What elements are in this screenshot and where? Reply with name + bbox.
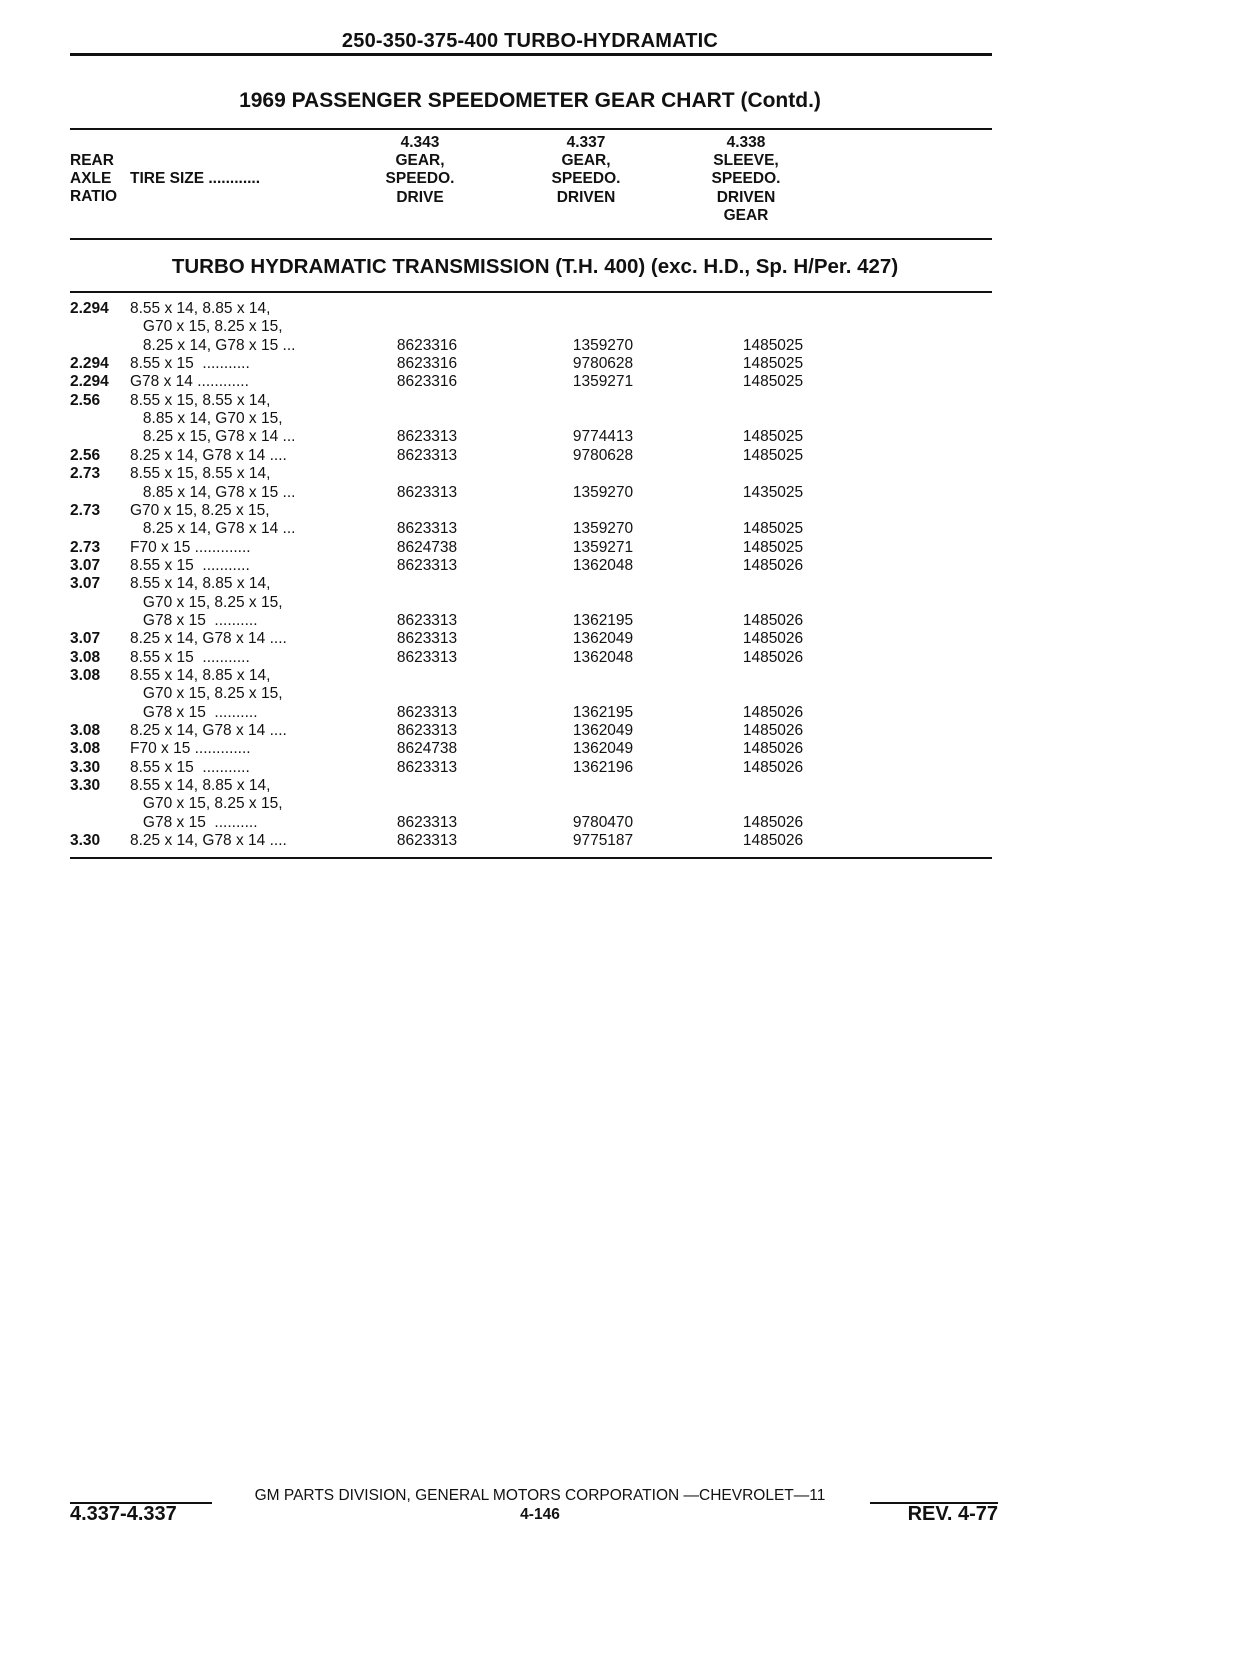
column-header-driven-gear: 4.337 GEAR, SPEEDO. DRIVEN <box>551 134 621 206</box>
tire-size-cell: 8.55 x 15, 8.55 x 14, <box>130 391 271 409</box>
axle-ratio-cell: 2.294 <box>70 355 109 373</box>
driven-gear-cell: 1359271 <box>572 538 634 556</box>
drive-gear-cell: 8623313 <box>396 428 458 446</box>
table-row <box>70 740 970 758</box>
table-row <box>70 447 970 465</box>
drive-gear-cell: 8623313 <box>396 722 458 740</box>
section-title: TURBO HYDRAMATIC TRANSMISSION (T.H. 400) (exc. H.D., Sp. H/Per. 427) <box>171 255 899 278</box>
tire-size-cell: 8.55 x 15, 8.55 x 14, <box>130 465 271 483</box>
drive-gear-cell: 8623313 <box>396 556 458 574</box>
drive-gear-cell: 8624738 <box>396 740 458 758</box>
driven-gear-cell: 9780470 <box>572 813 634 831</box>
driven-gear-cell: 9775187 <box>572 832 634 850</box>
header-rule <box>70 53 992 56</box>
table-row <box>70 612 970 630</box>
axle-ratio-cell: 2.56 <box>70 391 101 409</box>
tire-size-cell: G78 x 15 .......... <box>130 703 258 721</box>
table-row <box>70 337 970 355</box>
sleeve-cell: 1485026 <box>742 722 804 740</box>
table-row <box>70 465 970 483</box>
sleeve-cell: 1485025 <box>742 355 804 373</box>
tire-size-cell: 8.25 x 14, G78 x 14 .... <box>130 446 287 464</box>
driven-gear-cell: 1359270 <box>572 483 634 501</box>
table-row <box>70 777 970 795</box>
column-header-tire-size: TIRE SIZE ............ <box>130 170 261 187</box>
table-row <box>70 832 970 850</box>
driven-gear-cell: 1359271 <box>572 373 634 391</box>
axle-ratio-cell: 2.294 <box>70 300 109 317</box>
axle-ratio-cell: 3.07 <box>70 575 101 593</box>
sleeve-cell: 1485025 <box>742 520 804 538</box>
revision-label: REV. 4-77 <box>907 1503 998 1525</box>
tire-size-cell: 8.25 x 15, G78 x 14 ... <box>130 428 296 446</box>
driven-gear-cell: 1362048 <box>572 648 634 666</box>
table-row <box>70 539 970 557</box>
sleeve-cell: 1485026 <box>742 832 804 850</box>
tire-size-cell: G70 x 15, 8.25 x 15, <box>130 795 283 813</box>
table-row <box>70 410 970 428</box>
driven-gear-cell: 1362048 <box>572 556 634 574</box>
driven-gear-cell: 1362049 <box>572 630 634 648</box>
drive-gear-cell: 8623313 <box>396 703 458 721</box>
chart-title: 1969 PASSENGER SPEEDOMETER GEAR CHART (Contd.) <box>239 89 821 112</box>
table-row <box>70 759 970 777</box>
tire-size-cell: 8.55 x 14, 8.85 x 14, <box>130 667 271 684</box>
tire-size-cell: G70 x 15, 8.25 x 15, <box>130 593 283 611</box>
table-row <box>70 502 970 520</box>
sleeve-cell: 1485026 <box>742 758 804 776</box>
tire-size-cell: G70 x 15, 8.25 x 15, <box>130 501 270 519</box>
table-row <box>70 428 970 446</box>
section-rule <box>70 291 992 293</box>
tire-size-cell: G78 x 15 .......... <box>130 611 258 629</box>
column-header-rear-axle-ratio: REAR AXLE RATIO <box>70 152 118 206</box>
tire-size-cell: 8.55 x 15 ........... <box>130 758 250 776</box>
table-row <box>70 814 970 832</box>
table-row <box>70 300 970 318</box>
tire-size-cell: F70 x 15 ............. <box>130 740 251 758</box>
table-row <box>70 795 970 813</box>
column-header-drive-gear: 4.343 GEAR, SPEEDO. DRIVE <box>385 134 455 206</box>
drive-gear-cell: 8623313 <box>396 483 458 501</box>
sleeve-cell: 1485026 <box>742 556 804 574</box>
tire-size-cell: 8.55 x 15 ........... <box>130 648 250 666</box>
footer-publisher: GM PARTS DIVISION, GENERAL MOTORS CORPORATION —CHEVROLET—11 <box>254 1487 826 1504</box>
table-bottom-rule <box>70 857 992 859</box>
table-row <box>70 722 970 740</box>
drive-gear-cell: 8623313 <box>396 446 458 464</box>
axle-ratio-cell: 3.08 <box>70 740 101 758</box>
axle-ratio-cell: 2.294 <box>70 373 109 391</box>
tire-size-cell: 8.25 x 14, G78 x 15 ... <box>130 336 296 354</box>
axle-ratio-cell: 3.07 <box>70 556 101 574</box>
tire-size-cell: 8.25 x 14, G78 x 14 .... <box>130 722 287 740</box>
drive-gear-cell: 8623313 <box>396 520 458 538</box>
driven-gear-cell: 9774413 <box>572 428 634 446</box>
driven-gear-cell: 1359270 <box>572 520 634 538</box>
drive-gear-cell: 8623313 <box>396 648 458 666</box>
column-header-top-rule <box>70 128 992 130</box>
axle-ratio-cell: 2.73 <box>70 538 101 556</box>
axle-ratio-cell: 3.08 <box>70 722 101 740</box>
table-row <box>70 557 970 575</box>
sleeve-cell: 1485026 <box>742 813 804 831</box>
page-number: 4-146 <box>520 1506 560 1523</box>
driven-gear-cell: 1362049 <box>572 740 634 758</box>
axle-ratio-cell: 3.08 <box>70 648 101 666</box>
tire-size-cell: 8.55 x 15 ........... <box>130 556 250 574</box>
tire-size-cell: 8.25 x 14, G78 x 14 .... <box>130 630 287 648</box>
tire-size-cell: 8.85 x 14, G78 x 15 ... <box>130 483 296 501</box>
driven-gear-cell: 1362049 <box>572 722 634 740</box>
driven-gear-cell: 1359270 <box>572 336 634 354</box>
tire-size-cell: G78 x 14 ............ <box>130 373 249 391</box>
table-row <box>70 685 970 703</box>
drive-gear-cell: 8624738 <box>396 538 458 556</box>
sleeve-cell: 1485026 <box>742 630 804 648</box>
axle-ratio-cell: 3.08 <box>70 667 101 684</box>
table-row <box>70 318 970 336</box>
table-row <box>70 355 970 373</box>
drive-gear-cell: 8623313 <box>396 813 458 831</box>
sleeve-cell: 1485025 <box>742 336 804 354</box>
sleeve-cell: 1485026 <box>742 740 804 758</box>
drive-gear-cell: 8623313 <box>396 630 458 648</box>
axle-ratio-cell: 3.30 <box>70 777 101 795</box>
table-row <box>70 594 970 612</box>
drive-gear-cell: 8623313 <box>396 832 458 850</box>
sleeve-cell: 1485025 <box>742 428 804 446</box>
sleeve-cell: 1435025 <box>742 483 804 501</box>
drive-gear-cell: 8623316 <box>396 355 458 373</box>
tire-size-cell: 8.55 x 14, 8.85 x 14, <box>130 300 271 317</box>
sleeve-cell: 1485025 <box>742 538 804 556</box>
sleeve-cell: 1485026 <box>742 703 804 721</box>
driven-gear-cell: 1362196 <box>572 758 634 776</box>
axle-ratio-cell: 3.30 <box>70 758 101 776</box>
tire-size-cell: 8.25 x 14, G78 x 14 .... <box>130 832 287 850</box>
axle-ratio-cell: 2.56 <box>70 446 101 464</box>
table-row <box>70 649 970 667</box>
drive-gear-cell: 8623316 <box>396 336 458 354</box>
axle-ratio-cell: 2.73 <box>70 501 101 519</box>
sleeve-cell: 1485025 <box>742 446 804 464</box>
document-header: 250-350-375-400 TURBO-HYDRAMATIC <box>341 30 719 52</box>
tire-size-cell: F70 x 15 ............. <box>130 538 251 556</box>
table-row <box>70 575 970 593</box>
axle-ratio-cell: 2.73 <box>70 465 101 483</box>
tire-size-cell: G78 x 15 .......... <box>130 813 258 831</box>
drive-gear-cell: 8623316 <box>396 373 458 391</box>
tire-size-cell: G70 x 15, 8.25 x 15, <box>130 685 283 703</box>
table-row <box>70 704 970 722</box>
table-row <box>70 373 970 391</box>
sleeve-cell: 1485026 <box>742 611 804 629</box>
tire-size-cell: 8.55 x 15 ........... <box>130 355 250 373</box>
section-reference: 4.337-4.337 <box>70 1503 177 1525</box>
axle-ratio-cell: 3.30 <box>70 832 101 850</box>
tire-size-cell: 8.55 x 14, 8.85 x 14, <box>130 575 271 593</box>
driven-gear-cell: 9780628 <box>572 355 634 373</box>
sleeve-cell: 1485025 <box>742 373 804 391</box>
tire-size-cell: 8.55 x 14, 8.85 x 14, <box>130 777 271 795</box>
driven-gear-cell: 1362195 <box>572 611 634 629</box>
tire-size-cell: 8.85 x 14, G70 x 15, <box>130 410 283 428</box>
sleeve-cell: 1485026 <box>742 648 804 666</box>
table-row <box>70 667 970 685</box>
driven-gear-cell: 1362195 <box>572 703 634 721</box>
table-row <box>70 520 970 538</box>
table-row <box>70 484 970 502</box>
axle-ratio-cell: 3.07 <box>70 630 101 648</box>
drive-gear-cell: 8623313 <box>396 611 458 629</box>
column-header-bottom-rule <box>70 238 992 240</box>
driven-gear-cell: 9780628 <box>572 446 634 464</box>
table-row <box>70 630 970 648</box>
tire-size-cell: G70 x 15, 8.25 x 15, <box>130 318 283 336</box>
column-header-sleeve: 4.338 SLEEVE, SPEEDO. DRIVEN GEAR <box>711 134 781 224</box>
tire-size-cell: 8.25 x 14, G78 x 14 ... <box>130 520 296 538</box>
table-row <box>70 392 970 410</box>
drive-gear-cell: 8623313 <box>396 758 458 776</box>
